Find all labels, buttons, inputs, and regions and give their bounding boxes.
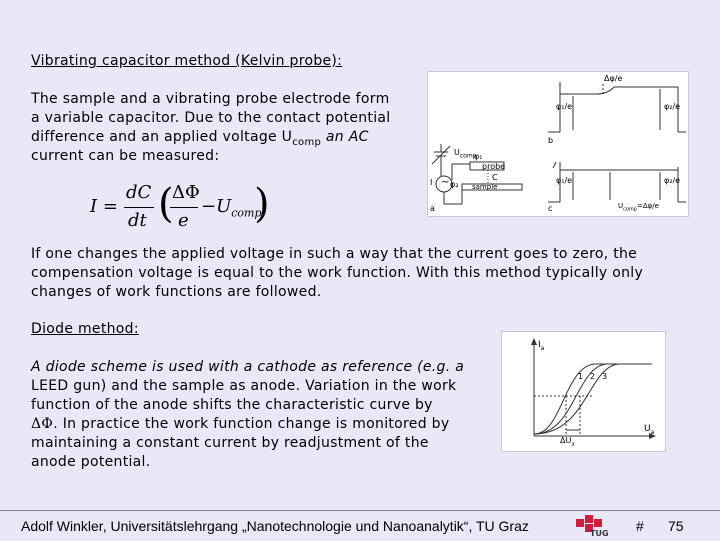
- logo-block: [585, 515, 593, 523]
- tug-logo: [576, 515, 612, 539]
- label-curve-2: 2: [590, 372, 596, 381]
- kelvin-probe-figure: [427, 71, 689, 217]
- kelvin-equation: [88, 180, 268, 238]
- eq-dphi: ΔΦ: [172, 182, 200, 203]
- eq-right-paren: ): [254, 181, 270, 227]
- logo-block: [576, 519, 584, 527]
- diode-line-5: maintaining a constant current by readjustment of the: [31, 435, 429, 451]
- label-phi1-e-bottom: φ₁/e: [556, 176, 573, 185]
- label-phi2-e-top: φ₂/e: [664, 102, 681, 111]
- label-curve-1: 1: [578, 372, 584, 381]
- label-dphi-e: Δφ/e: [604, 74, 623, 83]
- label-ia: $I_a$: [538, 340, 545, 352]
- kelvin-diagram: [428, 72, 688, 216]
- kelvin-line-1: The sample and a vibrating probe electrode form: [31, 91, 390, 107]
- page-number: 75: [668, 518, 684, 534]
- eq-dc: dC: [126, 182, 152, 203]
- eq-fraction-bar-1: [124, 207, 154, 208]
- label-current-i: I: [430, 178, 433, 187]
- diode-line-3: function of the anode shifts the characteristic curve by: [31, 397, 433, 413]
- logo-text: TUG: [590, 529, 609, 538]
- label-ucomp-circuit: $U_{comp}$: [454, 148, 477, 160]
- footer-hash: #: [636, 518, 644, 534]
- logo-block: [594, 519, 602, 527]
- diode-line-6: anode potential.: [31, 454, 151, 470]
- label-sample: sample: [472, 183, 498, 191]
- eq-minus-u: $-U_{comp}$: [201, 196, 262, 220]
- label-ua: $U_a$: [644, 424, 655, 436]
- diode-line-4: ΔΦ. In practice the work function change is monitored by: [31, 416, 450, 432]
- eq-left-paren: (: [158, 181, 174, 227]
- label-ucomp-eq: $U_{comp}=\Delta\varphi/e$: [618, 202, 659, 213]
- label-capacitor-c: C: [492, 173, 498, 182]
- eq-dt: dt: [128, 210, 147, 231]
- diode-characteristic-figure: [501, 331, 666, 452]
- kelvin-line-4: current can be measured:: [31, 148, 220, 164]
- label-ac-source: ~: [441, 177, 450, 188]
- label-b: b: [548, 136, 554, 145]
- label-curve-3: 3: [602, 372, 608, 381]
- eq-e: e: [178, 210, 189, 231]
- eq-lhs: I =: [90, 196, 118, 217]
- diode-line-1: A diode scheme is used with a cathode as reference (e.g. a: [31, 359, 465, 375]
- compensation-line-2: compensation voltage is equal to the work function. With this method typically only: [31, 265, 644, 281]
- compensation-line-3: changes of work functions are followed.: [31, 284, 322, 300]
- kelvin-line-2: a variable capacitor. Due to the contact potential: [31, 110, 391, 126]
- diode-curves: [502, 332, 665, 451]
- label-c: c: [548, 204, 553, 213]
- label-a: a: [430, 204, 435, 213]
- kelvin-line-3: difference and an applied voltage $U_{comp}$ an AC: [31, 129, 369, 148]
- kelvin-heading: Vibrating capacitor method (Kelvin probe):: [31, 53, 343, 69]
- label-phi2-e-bottom: φ₂/e: [664, 176, 681, 185]
- compensation-line-1: If one changes the applied voltage in such a way that the current goes to zero, the: [31, 246, 638, 262]
- label-phi2: φ₂: [450, 180, 459, 189]
- diode-heading: Diode method:: [31, 321, 139, 337]
- label-phi1-e-top: φ₁/e: [556, 102, 573, 111]
- diode-line-2: LEED gun) and the sample as anode. Variation in the work: [31, 378, 457, 394]
- label-phi1: φ₁: [474, 152, 483, 161]
- label-delta-ua: $\Delta U_a$: [560, 436, 575, 448]
- eq-fraction-bar-2: [170, 207, 198, 208]
- footer-citation: Adolf Winkler, Universitätslehrgang „Nanotechnologie und Nanoanalytik“, TU Graz: [21, 518, 529, 534]
- label-probe: probe: [482, 162, 506, 171]
